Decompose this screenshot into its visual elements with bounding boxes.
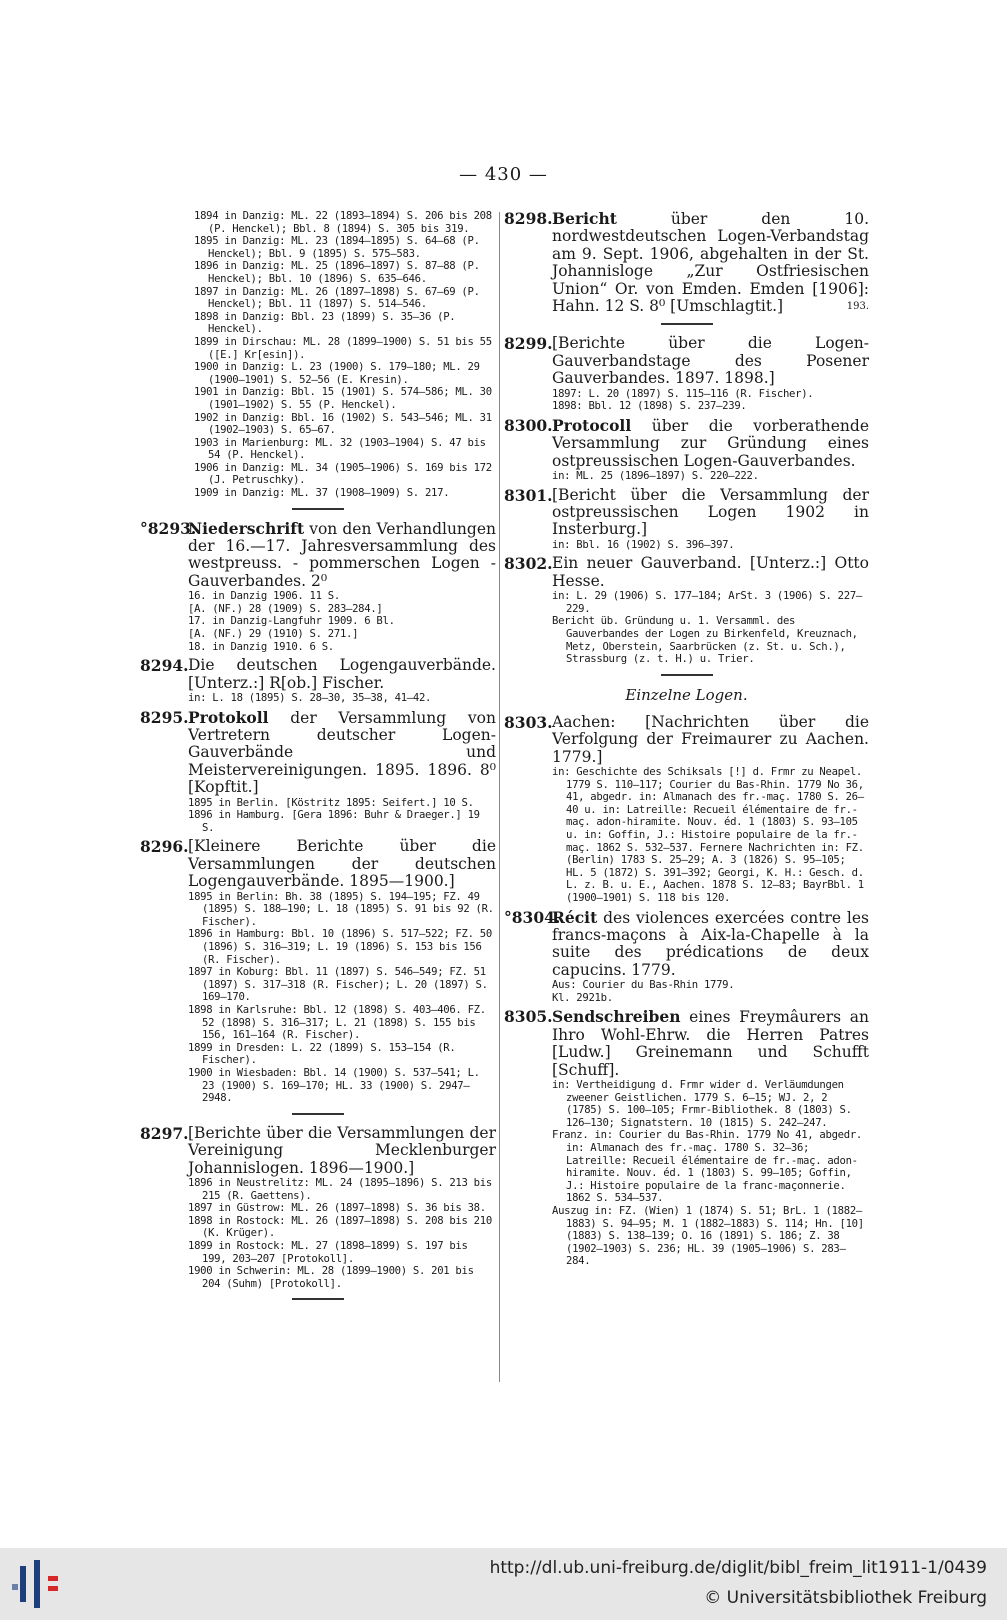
entry-title	[188, 1124, 496, 1177]
document-url-link[interactable]: http://dl.ub.uni-freiburg.de/diglit/bibl_freim_lit1911-1/0439	[489, 1558, 987, 1578]
citation-line: in: Geschichte des Schiksals [!] d. Frmr zu Neapel. 1779 S. 110—117; Courier du Bas-Rhin. 1779 No 36, 41, abgedr. in: Almanach des fr.-maç. 1780 S. 26—40 u. in: Latreille: Recueil élémentaire de fr.-maç. adon-hiramite. Nouv. éd. 1 (1803) S. 93—105 u. in: Goffin, J.: Histoire populaire de la fr.-maç. 1862 S. 532—537. Fernere Nachrichten in: FZ. (Berlin) 1783 S. 25—29; A. 3 (1826) S. 95—105; HL. 5 (1872) S. 391—392; Georgi, K. H.: Gesch. d. L. z. B. u. E., Aachen. 1878 S. 12—83; BayrBbl. 1 (1900—1901) S. 118 bis 120.	[552, 766, 864, 904]
entry-title-text: [Berichte über die Logen-Gauverbandstage des Posener Gauverbandes. 1897. 1898.]	[552, 334, 869, 388]
right-entries-top	[504, 210, 869, 676]
entry-keyword: Sendschreiben	[552, 1007, 681, 1027]
footer-bar	[0, 1548, 1007, 1620]
entry-title	[552, 210, 869, 315]
citation-line: 1897 in Koburg: Bbl. 11 (1897) S. 546—549; FZ. 51 (1897) S. 317—318 (R. Fischer); L. 20 (1897) S. 169—170.	[188, 966, 488, 1004]
section-heading: Einzelne Logen.	[625, 685, 748, 704]
citation-line: 1894 in Danzig: ML. 22 (1893—1894) S. 206 bis 208 (P. Henckel); Bbl. 8 (1894) S. 305 bis 319.	[194, 210, 492, 235]
entry-number: 8302.	[504, 554, 553, 574]
entry-citations	[504, 470, 869, 483]
citation-line: in: ML. 25 (1896—1897) S. 220—222.	[552, 470, 759, 483]
entry-number: 8305.	[504, 1007, 553, 1027]
column-divider	[499, 212, 500, 1382]
citation-line: in: Vertheidigung d. Frmr wider d. Verläumdungen zweener Geistlichen. 1779 S. 6—15; WJ. 2, 2 (1785) S. 100—105; Frmr-Bibliothek. 8 (1803) S. 126—130; Signatstern. 10 (1815) S. 242—247.	[552, 1079, 852, 1129]
entry-citations	[504, 388, 869, 413]
citation-line: 1898 in Rostock: ML. 26 (1897—1898) S. 208 bis 210 (K. Krüger).	[188, 1214, 492, 1240]
entry-number: 8298.	[504, 209, 553, 228]
citation-line: Auszug in: FZ. (Wien) 1 (1874) S. 51; BrL. 1 (1882—1883) S. 94—95; M. 1 (1882—1883) S. 114; Hn. [10] (1883) S. 138—139; O. 16 (1891) S. 186; Z. 38 (1902—1903) S. 236; HL. 39 (1905—1906) S. 283—284.	[552, 1204, 864, 1268]
citation-line: 1895 in Berlin. [Köstritz 1895: Seifert.] 10 S.	[188, 796, 474, 809]
citation-line: 1899 in Dirschau: ML. 28 (1899—1900) S. 51 bis 55 ([E.] Kr[esin]).	[194, 335, 492, 361]
citation-line: in: Bbl. 16 (1902) S. 396—397.	[552, 538, 735, 551]
citation-line: 1896 in Hamburg. [Gera 1896: Buhr & Draeger.] 19 S.	[188, 809, 480, 834]
page-number: — 430 —	[459, 164, 548, 185]
entry-title	[552, 909, 869, 979]
bibliography-entry	[504, 417, 869, 483]
right-column	[504, 210, 869, 1272]
citation-line: 1899 in Rostock: ML. 27 (1898—1899) S. 197 bis 199, 203—207 [Protokoll].	[188, 1239, 468, 1265]
citation-line: 16. in Danzig 1906. 11 S.	[188, 590, 340, 603]
entry-title	[188, 656, 496, 691]
entry-keyword: Récit	[552, 907, 598, 927]
entry-heading	[140, 520, 496, 591]
entry-citations	[504, 590, 869, 666]
citation-line: 1895 in Danzig: ML. 23 (1894—1895) S. 64—68 (P. Henckel); Bbl. 9 (1895) S. 575—583.	[194, 235, 480, 260]
citation-line: 1899 in Dresden: L. 22 (1899) S. 153—154 (R. Fischer).	[188, 1041, 456, 1067]
entry-separator-rule	[292, 1298, 344, 1300]
citation-line: 1896 in Neustrelitz: ML. 24 (1895—1896) S. 213 bis 215 (R. Gaettens).	[188, 1177, 492, 1202]
entry-separator-rule	[661, 323, 713, 325]
entry-separator-rule	[292, 508, 344, 510]
citation-line: 1900 in Schwerin: ML. 28 (1899—1900) S. 201 bis 204 (Suhm) [Protokoll].	[188, 1265, 474, 1290]
entry-heading	[504, 417, 869, 470]
bibliography-entry	[140, 1125, 496, 1291]
bibliography-entry	[504, 335, 869, 412]
entry-heading	[140, 1125, 496, 1177]
right-entries-bottom	[504, 714, 869, 1268]
citation-line: 1898 in Karlsruhe: Bbl. 12 (1898) S. 403—406. FZ. 52 (1898) S. 316—317; L. 21 (1898) S. 155 bis 156, 161—164 (R. Fischer).	[188, 1004, 486, 1042]
entry-citations	[140, 797, 496, 835]
entry-number: 8296.	[140, 837, 189, 857]
entry-title	[552, 486, 869, 539]
entry-title-text: des violences exercées contre les francs-maçons à Aix-la-Chapelle à la suite des prédications de deux capucins. 1779.	[552, 908, 869, 979]
citation-line: [A. (NF.) 28 (1909) S. 283—284.]	[188, 602, 383, 615]
entry-title-text: [Kleinere Berichte über die Versammlungen der deutschen Logengauverbände. 1895—1900.]	[188, 837, 496, 891]
entry-title-text: der Versammlung von Vertretern deutscher Logen-Gauverbände und Meistervereinigungen. 1895. 1896. 8⁰ [Kopftit.]	[188, 708, 496, 797]
citation-line: 1902 in Danzig: Bbl. 16 (1902) S. 543—546; ML. 31 (1902—1903) S. 65—67.	[194, 411, 492, 437]
entry-title	[552, 554, 869, 589]
entry-title-text: [Berichte über die Versammlungen der Vereinigung Mecklenburger Johannislogen. 1896—1900.]	[188, 1123, 496, 1177]
entry-title-text: Die deutschen Logengauverbände. [Unterz.:] R[ob.] Fischer.	[188, 656, 496, 692]
copyright-notice: © Universitätsbibliothek Freiburg	[704, 1588, 987, 1608]
citation-line: in: L. 18 (1895) S. 28—30, 35—38, 41—42.	[188, 692, 432, 705]
entry-separator-rule	[661, 674, 713, 676]
entry-number: °8293.	[140, 518, 197, 538]
entry-title-text: [Bericht über die Versammlung der ostpreussischen Logen 1902 in Insterburg.]	[552, 485, 869, 539]
entry-keyword: Protocoll	[552, 415, 632, 435]
entry-title	[552, 334, 869, 387]
entry-title-text: Ein neuer Gauverband. [Unterz.:] Otto Hesse.	[552, 554, 869, 590]
citation-line: [A. (NF.) 29 (1910) S. 271.]	[188, 628, 359, 641]
entry-heading	[140, 657, 496, 692]
ub-freiburg-logo-icon[interactable]	[12, 1556, 64, 1612]
entry-heading	[504, 909, 869, 980]
entry-number: °8304.	[504, 907, 561, 927]
left-column	[140, 210, 496, 1310]
entry-citations	[504, 766, 869, 905]
bibliography-entry	[504, 210, 869, 315]
entry-separator-rule	[292, 1113, 344, 1115]
entry-title	[188, 709, 496, 797]
entry-citations	[504, 979, 869, 1004]
left-entries	[140, 520, 496, 1301]
citation-line: Kl. 2921b.	[552, 991, 613, 1004]
citation-line: 1898 in Danzig: Bbl. 23 (1899) S. 35—36 (P. Henckel).	[194, 310, 456, 336]
bibliography-entry	[504, 714, 869, 905]
bibliography-entry	[140, 709, 496, 835]
entry-citations	[140, 891, 496, 1105]
citation-line: 1901 in Danzig: Bbl. 15 (1901) S. 574—586; ML. 30 (1901—1902) S. 55 (P. Henckel).	[194, 386, 492, 411]
entry-title	[188, 837, 496, 890]
citation-line: 18. in Danzig 1910. 6 S.	[188, 640, 334, 653]
citation-line: 1898: Bbl. 12 (1898) S. 237—239.	[552, 400, 747, 413]
citation-line: 1897 in Güstrow: ML. 26 (1897—1898) S. 36 bis 38.	[188, 1202, 486, 1215]
entry-keyword: Protokoll	[188, 707, 269, 727]
entry-number: 8294.	[140, 656, 189, 676]
bibliography-entry	[504, 1008, 869, 1268]
entry-tag: 193.	[846, 301, 869, 313]
entry-citations	[140, 1177, 496, 1290]
entry-heading	[504, 555, 869, 590]
entry-keyword: Bericht	[552, 209, 617, 228]
entry-title-text: von den Verhandlungen der 16.—17. Jahresversammlung des westpreuss. - pommerschen Logen - Gauverbandes. 2⁰	[188, 519, 496, 590]
entry-citations	[504, 1079, 869, 1268]
entry-heading	[140, 838, 496, 890]
entry-number: 8295.	[140, 707, 189, 727]
citation-line: 1895 in Berlin: Bh. 38 (1895) S. 194—195; FZ. 49 (1895) S. 188—190; L. 18 (1895) S. 91 bis 92 (R. Fischer).	[188, 890, 494, 928]
bibliography-entry	[140, 838, 496, 1104]
entry-number: 8303.	[504, 712, 553, 732]
entry-number: 8297.	[140, 1123, 189, 1143]
citation-line: 1900 in Wiesbaden: Bbl. 14 (1900) S. 537—541; L. 23 (1900) S. 169—170; HL. 33 (1900) S. 2947—2948.	[188, 1067, 480, 1105]
entry-title-text: über die vorberathende Versammlung zur Gründung eines ostpreussischen Logen-Gauverbandes.	[552, 416, 869, 470]
entry-citations	[140, 692, 496, 705]
citation-line: 1897: L. 20 (1897) S. 115—116 (R. Fischer).	[552, 387, 814, 400]
citation-line: Aus: Courier du Bas-Rhin 1779.	[552, 979, 735, 992]
entry-number: 8301.	[504, 485, 553, 505]
citation-line: 1903 in Marienburg: ML. 32 (1903—1904) S. 47 bis 54 (P. Henckel).	[194, 436, 486, 462]
entry-heading	[504, 210, 869, 315]
bibliography-entry	[504, 909, 869, 1005]
citation-line: 1906 in Danzig: ML. 34 (1905—1906) S. 169 bis 172 (J. Petruschky).	[194, 461, 492, 487]
entry-keyword: Niederschrift	[188, 518, 305, 538]
citation-line: 1896 in Danzig: ML. 25 (1896—1897) S. 87—88 (P. Henckel); Bbl. 10 (1896) S. 635—646.	[194, 260, 480, 285]
entry-number: 8299.	[504, 334, 553, 354]
citation-line: 17. in Danzig-Langfuhr 1909. 6 Bl.	[188, 615, 395, 628]
citation-line: Franz. in: Courier du Bas-Rhin. 1779 No 41, abgedr. in: Almanach des fr.-maç. 1780 S. 32—36; Latreille: Recueil élémentaire de fr.-maç. adon-hiramite. Nouv. éd. 1 (1803) S. 99—105; Goffin, J.: Histoire populaire de la franc-maçonnerie. 1862 S. 534—537.	[552, 1129, 862, 1205]
entry-heading	[504, 1008, 869, 1079]
entry-title	[552, 713, 869, 766]
entry-title	[552, 1008, 869, 1078]
citation-line: 1900 in Danzig: L. 23 (1900) S. 179—180; ML. 29 (1900—1901) S. 52—56 (E. Kresin).	[194, 361, 480, 386]
entry-title	[552, 417, 869, 470]
citation-line: in: L. 29 (1906) S. 177—184; ArSt. 3 (1906) S. 227—229.	[552, 590, 862, 615]
entry-citations	[140, 590, 496, 653]
entry-number: 8300.	[504, 415, 553, 435]
bibliography-entry	[504, 487, 869, 552]
entry-title-text: Aachen: [Nachrichten über die Verfolgung der Freimaurer zu Aachen. 1779.]	[552, 712, 869, 766]
bibliography-entry	[140, 657, 496, 704]
entry-heading	[140, 709, 496, 797]
citation-line: Bericht üb. Gründung u. 1. Versamml. des Gauverbandes der Logen zu Birkenfeld, Kreuznach, Metz, Oberstein, Saarbrücken (z. St. u. Sch.), Strassburg (z. t. H.) u. Trier.	[552, 615, 858, 666]
entry-title	[188, 520, 496, 590]
bibliography-entry	[140, 520, 496, 654]
entry-title-text: über den 10. nordwestdeutschen Logen-Verbandstag am 9. Sept. 1906, abgehalten in der St. Johannisloge „Zur Ostfriesischen Union“ Or. von Emden. Emden [1906]: Hahn. 12 S. 8⁰ [Umschlagtit.]	[552, 210, 869, 316]
citation-line: 1897 in Danzig: ML. 26 (1897—1898) S. 67—69 (P. Henckel); Bbl. 11 (1897) S. 514—546.	[194, 285, 480, 311]
entry-title-text: eines Freymâurers an Ihro Wohl-Ehrw. die Herren Patres [Ludw.] Greinemann und Schufft [Schuff].	[552, 1008, 869, 1079]
entry-heading	[504, 335, 869, 387]
entry-heading	[504, 714, 869, 766]
continued-entry-list	[140, 210, 496, 500]
citation-line: 1896 in Hamburg: Bbl. 10 (1896) S. 517—522; FZ. 50 (1896) S. 316—319; L. 19 (1896) S. 153 bis 156 (R. Fischer).	[188, 928, 492, 966]
bibliography-entry	[504, 555, 869, 665]
entry-citations	[504, 539, 869, 552]
citation-line: 1909 in Danzig: ML. 37 (1908—1909) S. 217.	[194, 487, 450, 500]
entry-heading	[504, 487, 869, 539]
